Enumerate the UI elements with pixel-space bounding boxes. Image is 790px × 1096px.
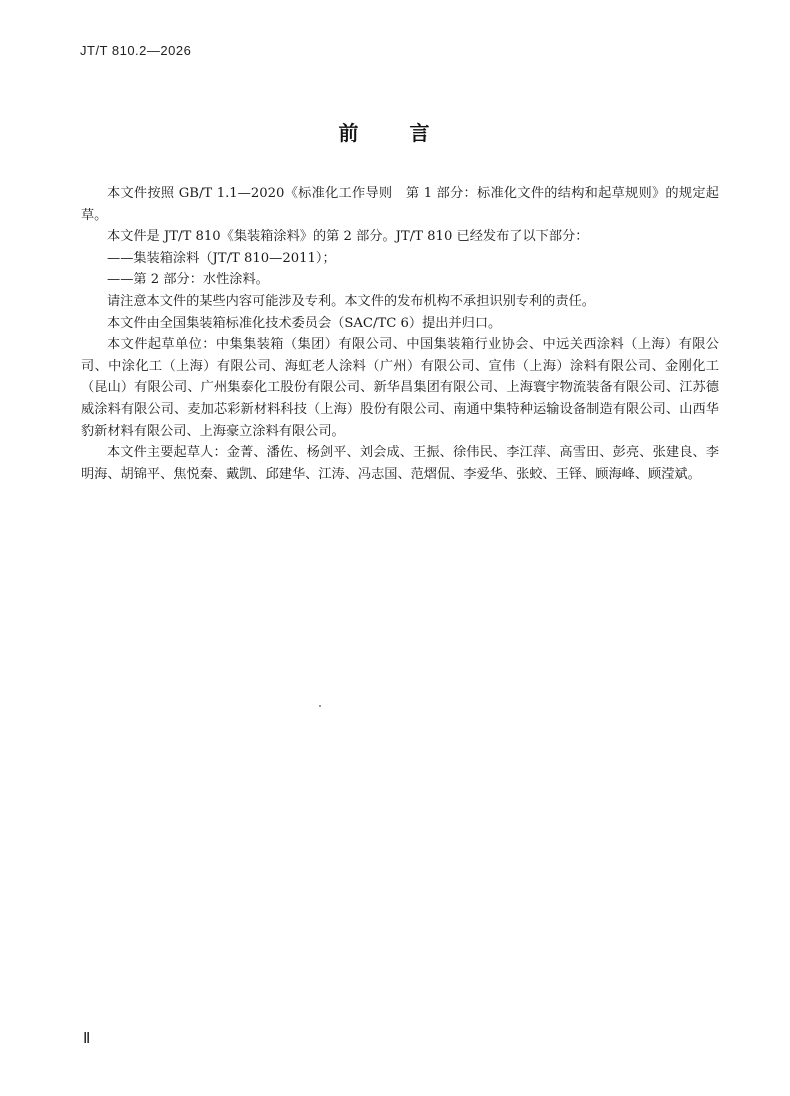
- paragraph-series-intro: 本文件是 JT/T 810《集装箱涂料》的第 2 部分。JT/T 810 已经发布了以下部分：: [107, 229, 589, 245]
- paragraph-drafters: 本文件主要起草人：金菁、潘佐、杨剑平、刘会成、王振、徐伟民、李江萍、高雪田、彭亮、张建良、李明海、胡锦平、焦悦秦、戴凯、邱建华、江涛、冯志国、范熠侃、李爱华、张蛟、王铎、顾海峰、顾滢斌。: [81, 445, 719, 482]
- page-number: Ⅱ: [83, 1031, 90, 1047]
- paragraph-committee: 本文件由全国集装箱标准化技术委员会（SAC/TC 6）提出并归口。: [107, 315, 502, 331]
- scan-speck: [319, 705, 321, 707]
- list-item-part-1: ——集装箱涂料（JT/T 810—2011）；: [107, 250, 336, 266]
- list-item-part-2: ——第 2 部分：水性涂料。: [107, 272, 269, 288]
- page-title: 前 言: [338, 121, 452, 145]
- standard-code-header: JT/T 810.2—2026: [80, 43, 192, 58]
- paragraph-drafting-rules: 本文件按照 GB/T 1.1—2020《标准化工作导则 第 1 部分：标准化文件的结构和起草规则》的规定起草。: [81, 186, 719, 223]
- paragraph-drafting-units: 本文件起草单位：中集集装箱（集团）有限公司、中国集装箱行业协会、中远关西涂料（上海）有限公司、中涂化工（上海）有限公司、海虹老人涂料（广州）有限公司、宣伟（上海）涂料有限公司、金刚化工（昆山）有限公司、广州集泰化工股份有限公司、新华昌集团有限公司、上海寰宇物流装备有限公司、江苏德威涂料有限公司、麦加芯彩新材料科技（上海）股份有限公司、南通中集特种运输设备制造有限公司、山西华豹新材料有限公司、上海豪立涂料有限公司。: [81, 337, 719, 439]
- foreword-body: [81, 183, 719, 485]
- paragraph-patent-notice: 请注意本文件的某些内容可能涉及专利。本文件的发布机构不承担识别专利的责任。: [107, 293, 595, 309]
